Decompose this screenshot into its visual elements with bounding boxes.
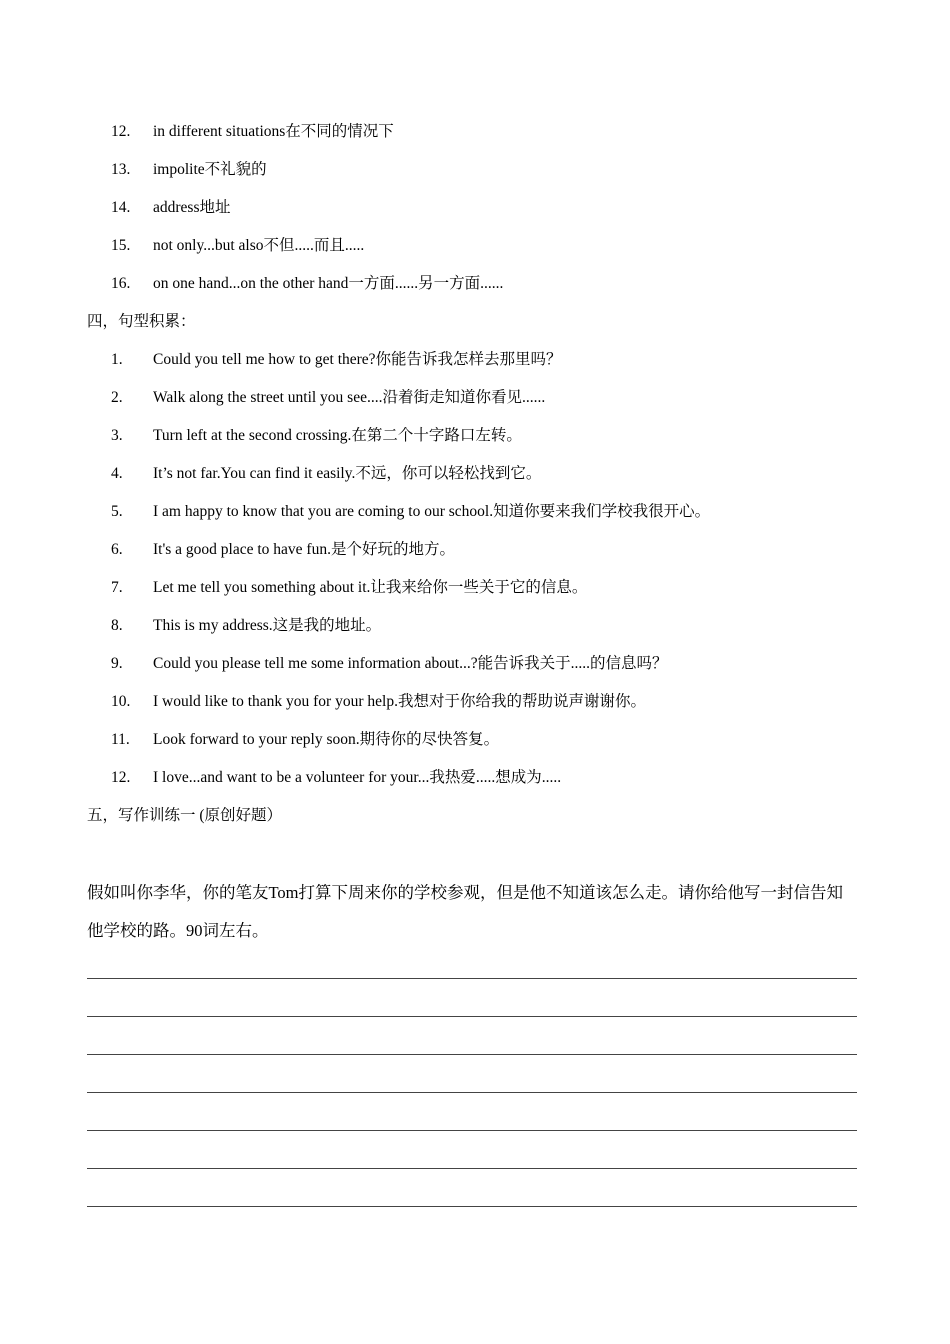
item-text: It's a good place to have fun.是个好玩的地方。 — [153, 541, 455, 558]
item-text: I am happy to know that you are coming to our school.知道你要来我们学校我很开心。 — [153, 503, 711, 520]
item-number: 2. — [111, 389, 123, 406]
item-number: 6. — [111, 541, 123, 558]
item-number: 15. — [111, 237, 131, 254]
item-text: not only...but also不但.....而且..... — [153, 237, 365, 254]
list-item — [0, 766, 950, 790]
item-number: 7. — [111, 579, 123, 596]
answer-line[interactable] — [87, 1168, 857, 1169]
list-item — [0, 272, 950, 296]
item-text: address地址 — [153, 199, 231, 216]
writing-prompt-line: 假如叫你李华，你的笔友Tom打算下周来你的学校参观，但是他不知道该怎么走。请你给他写一封信告知 — [87, 883, 844, 902]
item-text: Walk along the street until you see....沿着街走知道你看见...... — [153, 389, 546, 406]
item-number: 8. — [111, 617, 123, 634]
list-item — [0, 576, 950, 600]
item-number: 12. — [111, 769, 131, 786]
item-text: Look forward to your reply soon.期待你的尽快答复。 — [153, 731, 500, 748]
item-text: I would like to thank you for your help.我想对于你给我的帮助说声谢谢你。 — [153, 693, 646, 710]
item-text: Let me tell you something about it.让我来给你一些关于它的信息。 — [153, 579, 588, 596]
list-item — [0, 728, 950, 752]
item-text: in different situations在不同的情况下 — [153, 123, 394, 140]
list-item — [0, 196, 950, 220]
section-heading: 四，句型积累： — [87, 313, 196, 330]
answer-line[interactable] — [87, 1130, 857, 1131]
item-number: 1. — [111, 351, 123, 368]
item-text: It’s not far.You can find it easily.不远，你可以轻松找到它。 — [153, 465, 542, 482]
item-number: 14. — [111, 199, 131, 216]
list-item — [0, 386, 950, 410]
item-text: I love...and want to be a volunteer for your...我热爱.....想成为..... — [153, 769, 562, 786]
answer-line[interactable] — [87, 1054, 857, 1055]
answer-line[interactable] — [87, 1206, 857, 1207]
list-item — [0, 120, 950, 144]
list-item — [0, 462, 950, 486]
item-text: impolite不礼貌的 — [153, 161, 267, 178]
item-number: 12. — [111, 123, 131, 140]
item-number: 13. — [111, 161, 131, 178]
section-heading: 五，写作训练一 (原创好题） — [87, 807, 283, 824]
list-item — [0, 538, 950, 562]
item-text: Could you tell me how to get there?你能告诉我怎样去那里吗？ — [153, 351, 562, 368]
list-item — [0, 158, 950, 182]
list-item — [0, 614, 950, 638]
answer-line[interactable] — [87, 1016, 857, 1017]
item-text: Turn left at the second crossing.在第二个十字路口左转。 — [153, 427, 522, 444]
item-text: on one hand...on the other hand一方面......另一方面...... — [153, 275, 504, 292]
item-number: 9. — [111, 655, 123, 672]
item-text: This is my address.这是我的地址。 — [153, 617, 382, 634]
item-number: 11. — [111, 731, 130, 748]
answer-line[interactable] — [87, 978, 857, 979]
item-text: Could you please tell me some information about...?能告诉我关于.....的信息吗？ — [153, 655, 668, 672]
item-number: 4. — [111, 465, 123, 482]
list-item — [0, 348, 950, 372]
item-number: 10. — [111, 693, 131, 710]
answer-line[interactable] — [87, 1092, 857, 1093]
item-number: 5. — [111, 503, 123, 520]
list-item — [0, 234, 950, 258]
item-number: 3. — [111, 427, 123, 444]
writing-prompt-line: 他学校的路。90词左右。 — [87, 921, 269, 940]
list-item — [0, 424, 950, 448]
list-item — [0, 690, 950, 714]
list-item — [0, 652, 950, 676]
list-item — [0, 500, 950, 524]
item-number: 16. — [111, 275, 131, 292]
